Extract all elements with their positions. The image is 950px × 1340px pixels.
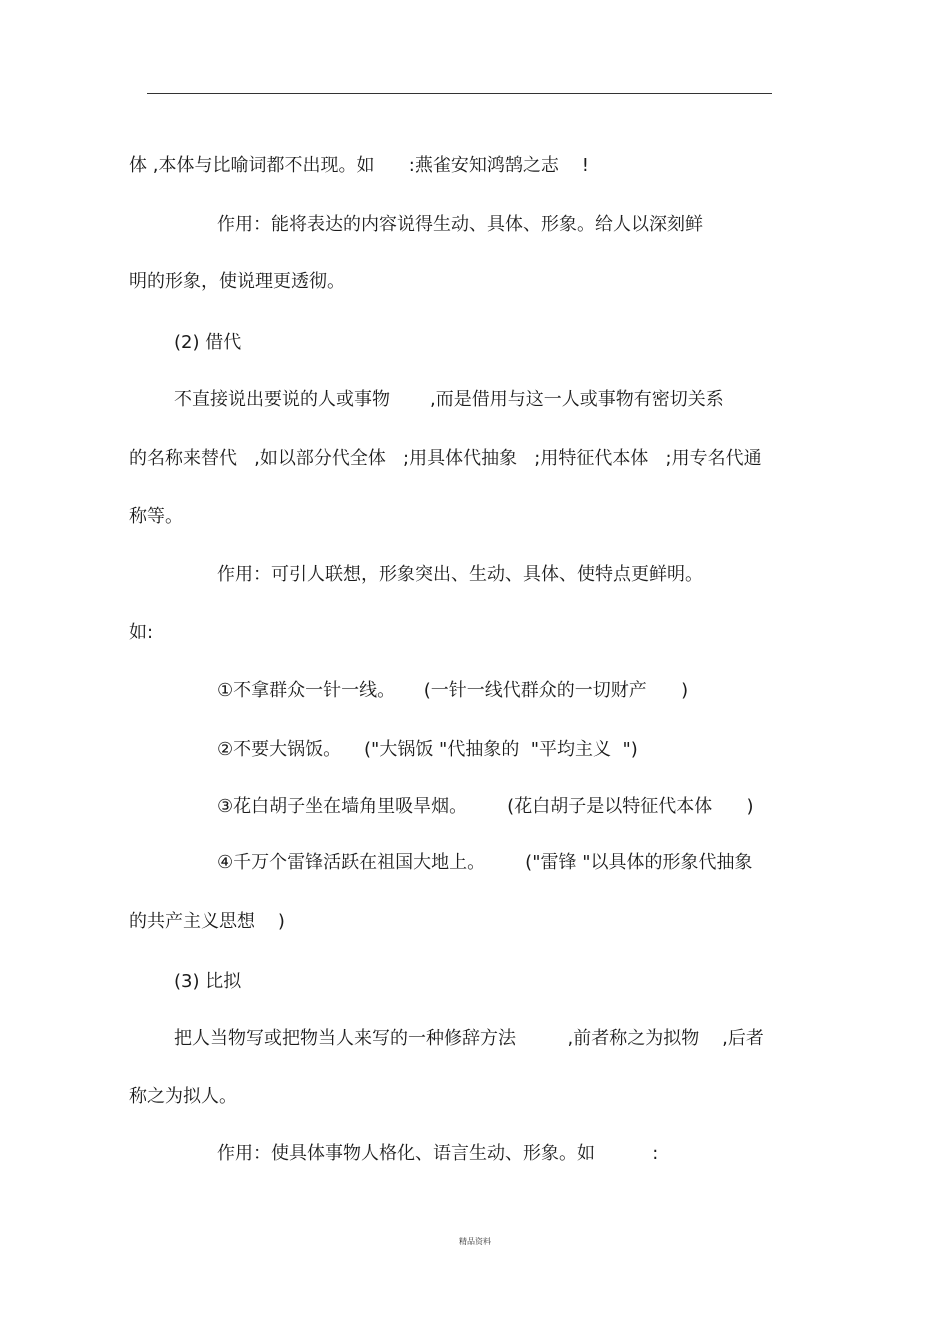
text-line-9: 如: [129,622,154,643]
text-line-14: 的共产主义思想 ) [129,911,285,932]
section-heading-personification: (3) 比拟 [174,971,242,992]
text-line-1: 体 ,本体与比喻词都不出现。如 :燕雀安知鸿鹄之志 ! [129,155,589,176]
section-heading-metonymy: (2) 借代 [174,332,242,353]
text-line-6: 的名称来替代 ,如以部分代全体 ;用具体代抽象 ;用特征代本体 ;用专名代通 [129,448,762,469]
text-line-17: 称之为拟人。 [129,1086,237,1107]
example-1: ①不拿群众一针一线。 (一针一线代群众的一切财产 ) [217,680,689,701]
text-line-8: 作用：可引人联想，形象突出、生动、具体、使特点更鲜明。 [217,564,703,585]
text-line-5: 不直接说出要说的人或事物 ,而是借用与这一人或事物有密切关系 [174,389,724,410]
text-line-2: 作用：能将表达的内容说得生动、具体、形象。给人以深刻鲜 [217,214,703,235]
page-footer: 精品资料 [459,1237,491,1246]
header-rule [147,93,772,94]
text-line-16: 把人当物写或把物当人来写的一种修辞方法 ,前者称之为拟物 ,后者 [174,1028,764,1049]
example-4: ④千万个雷锋活跃在祖国大地上。 ("雷锋 "以具体的形象代抽象 [217,852,753,873]
example-2: ②不要大锅饭。 ("大锅饭 "代抽象的 "平均主义 ") [217,739,638,760]
example-3: ③花白胡子坐在墙角里吸旱烟。 (花白胡子是以特征代本体 ) [217,796,754,817]
text-line-3: 明的形象，使说理更透彻。 [129,271,345,292]
text-line-18: 作用：使具体事物人格化、语言生动、形象。如 : [217,1143,659,1164]
text-line-7: 称等。 [129,506,183,527]
